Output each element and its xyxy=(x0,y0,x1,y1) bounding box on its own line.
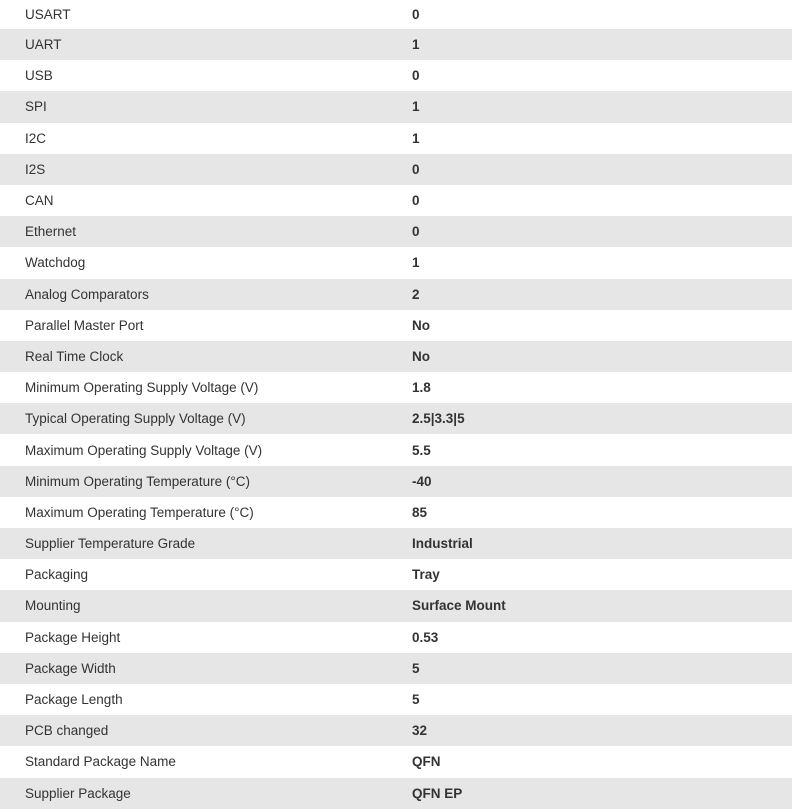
spec-value: Tray xyxy=(412,559,792,590)
spec-label: Watchdog xyxy=(0,247,412,278)
spec-row xyxy=(0,310,792,341)
spec-value: 0.53 xyxy=(412,622,792,653)
spec-row xyxy=(0,123,792,154)
spec-label: Maximum Operating Temperature (°C) xyxy=(0,497,412,528)
spec-row xyxy=(0,216,792,247)
spec-value: 5.5 xyxy=(412,434,792,465)
spec-label: Typical Operating Supply Voltage (V) xyxy=(0,403,412,434)
spec-label: Mounting xyxy=(0,590,412,621)
spec-row xyxy=(0,60,792,91)
spec-row xyxy=(0,497,792,528)
spec-value: No xyxy=(412,341,792,372)
spec-value: 5 xyxy=(412,653,792,684)
spec-value: QFN EP xyxy=(412,778,792,809)
spec-row xyxy=(0,279,792,310)
spec-label: Package Length xyxy=(0,684,412,715)
spec-row xyxy=(0,91,792,122)
spec-label: SPI xyxy=(0,91,412,122)
spec-row xyxy=(0,528,792,559)
spec-value: Surface Mount xyxy=(412,590,792,621)
spec-value: 32 xyxy=(412,715,792,746)
spec-label: Ethernet xyxy=(0,216,412,247)
spec-label: Package Height xyxy=(0,622,412,653)
spec-row xyxy=(0,0,792,29)
spec-label: Supplier Temperature Grade xyxy=(0,528,412,559)
spec-row xyxy=(0,403,792,434)
spec-row xyxy=(0,154,792,185)
spec-value: 5 xyxy=(412,684,792,715)
spec-value: QFN xyxy=(412,746,792,777)
spec-row xyxy=(0,466,792,497)
spec-value: Industrial xyxy=(412,528,792,559)
spec-label: Real Time Clock xyxy=(0,341,412,372)
spec-label: Maximum Operating Supply Voltage (V) xyxy=(0,434,412,465)
spec-value: 0 xyxy=(412,154,792,185)
spec-value: 0 xyxy=(412,216,792,247)
spec-value: 1.8 xyxy=(412,372,792,403)
spec-label: Minimum Operating Supply Voltage (V) xyxy=(0,372,412,403)
spec-label: UART xyxy=(0,29,412,60)
spec-label: Standard Package Name xyxy=(0,746,412,777)
spec-row xyxy=(0,746,792,777)
spec-label: USB xyxy=(0,60,412,91)
spec-row xyxy=(0,372,792,403)
spec-value: 1 xyxy=(412,91,792,122)
spec-row xyxy=(0,778,792,809)
spec-label: I2C xyxy=(0,123,412,154)
spec-value: -40 xyxy=(412,466,792,497)
spec-label: PCB changed xyxy=(0,715,412,746)
spec-row xyxy=(0,434,792,465)
spec-label: Parallel Master Port xyxy=(0,310,412,341)
spec-row xyxy=(0,622,792,653)
spec-label: Package Width xyxy=(0,653,412,684)
spec-value: 1 xyxy=(412,29,792,60)
spec-row xyxy=(0,684,792,715)
spec-value: 2.5|3.3|5 xyxy=(412,403,792,434)
spec-value: 0 xyxy=(412,60,792,91)
spec-row xyxy=(0,590,792,621)
spec-row xyxy=(0,341,792,372)
spec-label: USART xyxy=(0,0,412,29)
spec-row xyxy=(0,247,792,278)
spec-row xyxy=(0,559,792,590)
spec-value: 1 xyxy=(412,123,792,154)
spec-row xyxy=(0,185,792,216)
spec-label: Minimum Operating Temperature (°C) xyxy=(0,466,412,497)
spec-label: Supplier Package xyxy=(0,778,412,809)
spec-row xyxy=(0,715,792,746)
spec-row xyxy=(0,653,792,684)
spec-row xyxy=(0,29,792,60)
spec-label: CAN xyxy=(0,185,412,216)
spec-label: Packaging xyxy=(0,559,412,590)
spec-value: 0 xyxy=(412,0,792,29)
spec-label: I2S xyxy=(0,154,412,185)
spec-value: 85 xyxy=(412,497,792,528)
spec-value: 0 xyxy=(412,185,792,216)
spec-value: 2 xyxy=(412,279,792,310)
spec-value: 1 xyxy=(412,247,792,278)
spec-label: Analog Comparators xyxy=(0,279,412,310)
spec-value: No xyxy=(412,310,792,341)
